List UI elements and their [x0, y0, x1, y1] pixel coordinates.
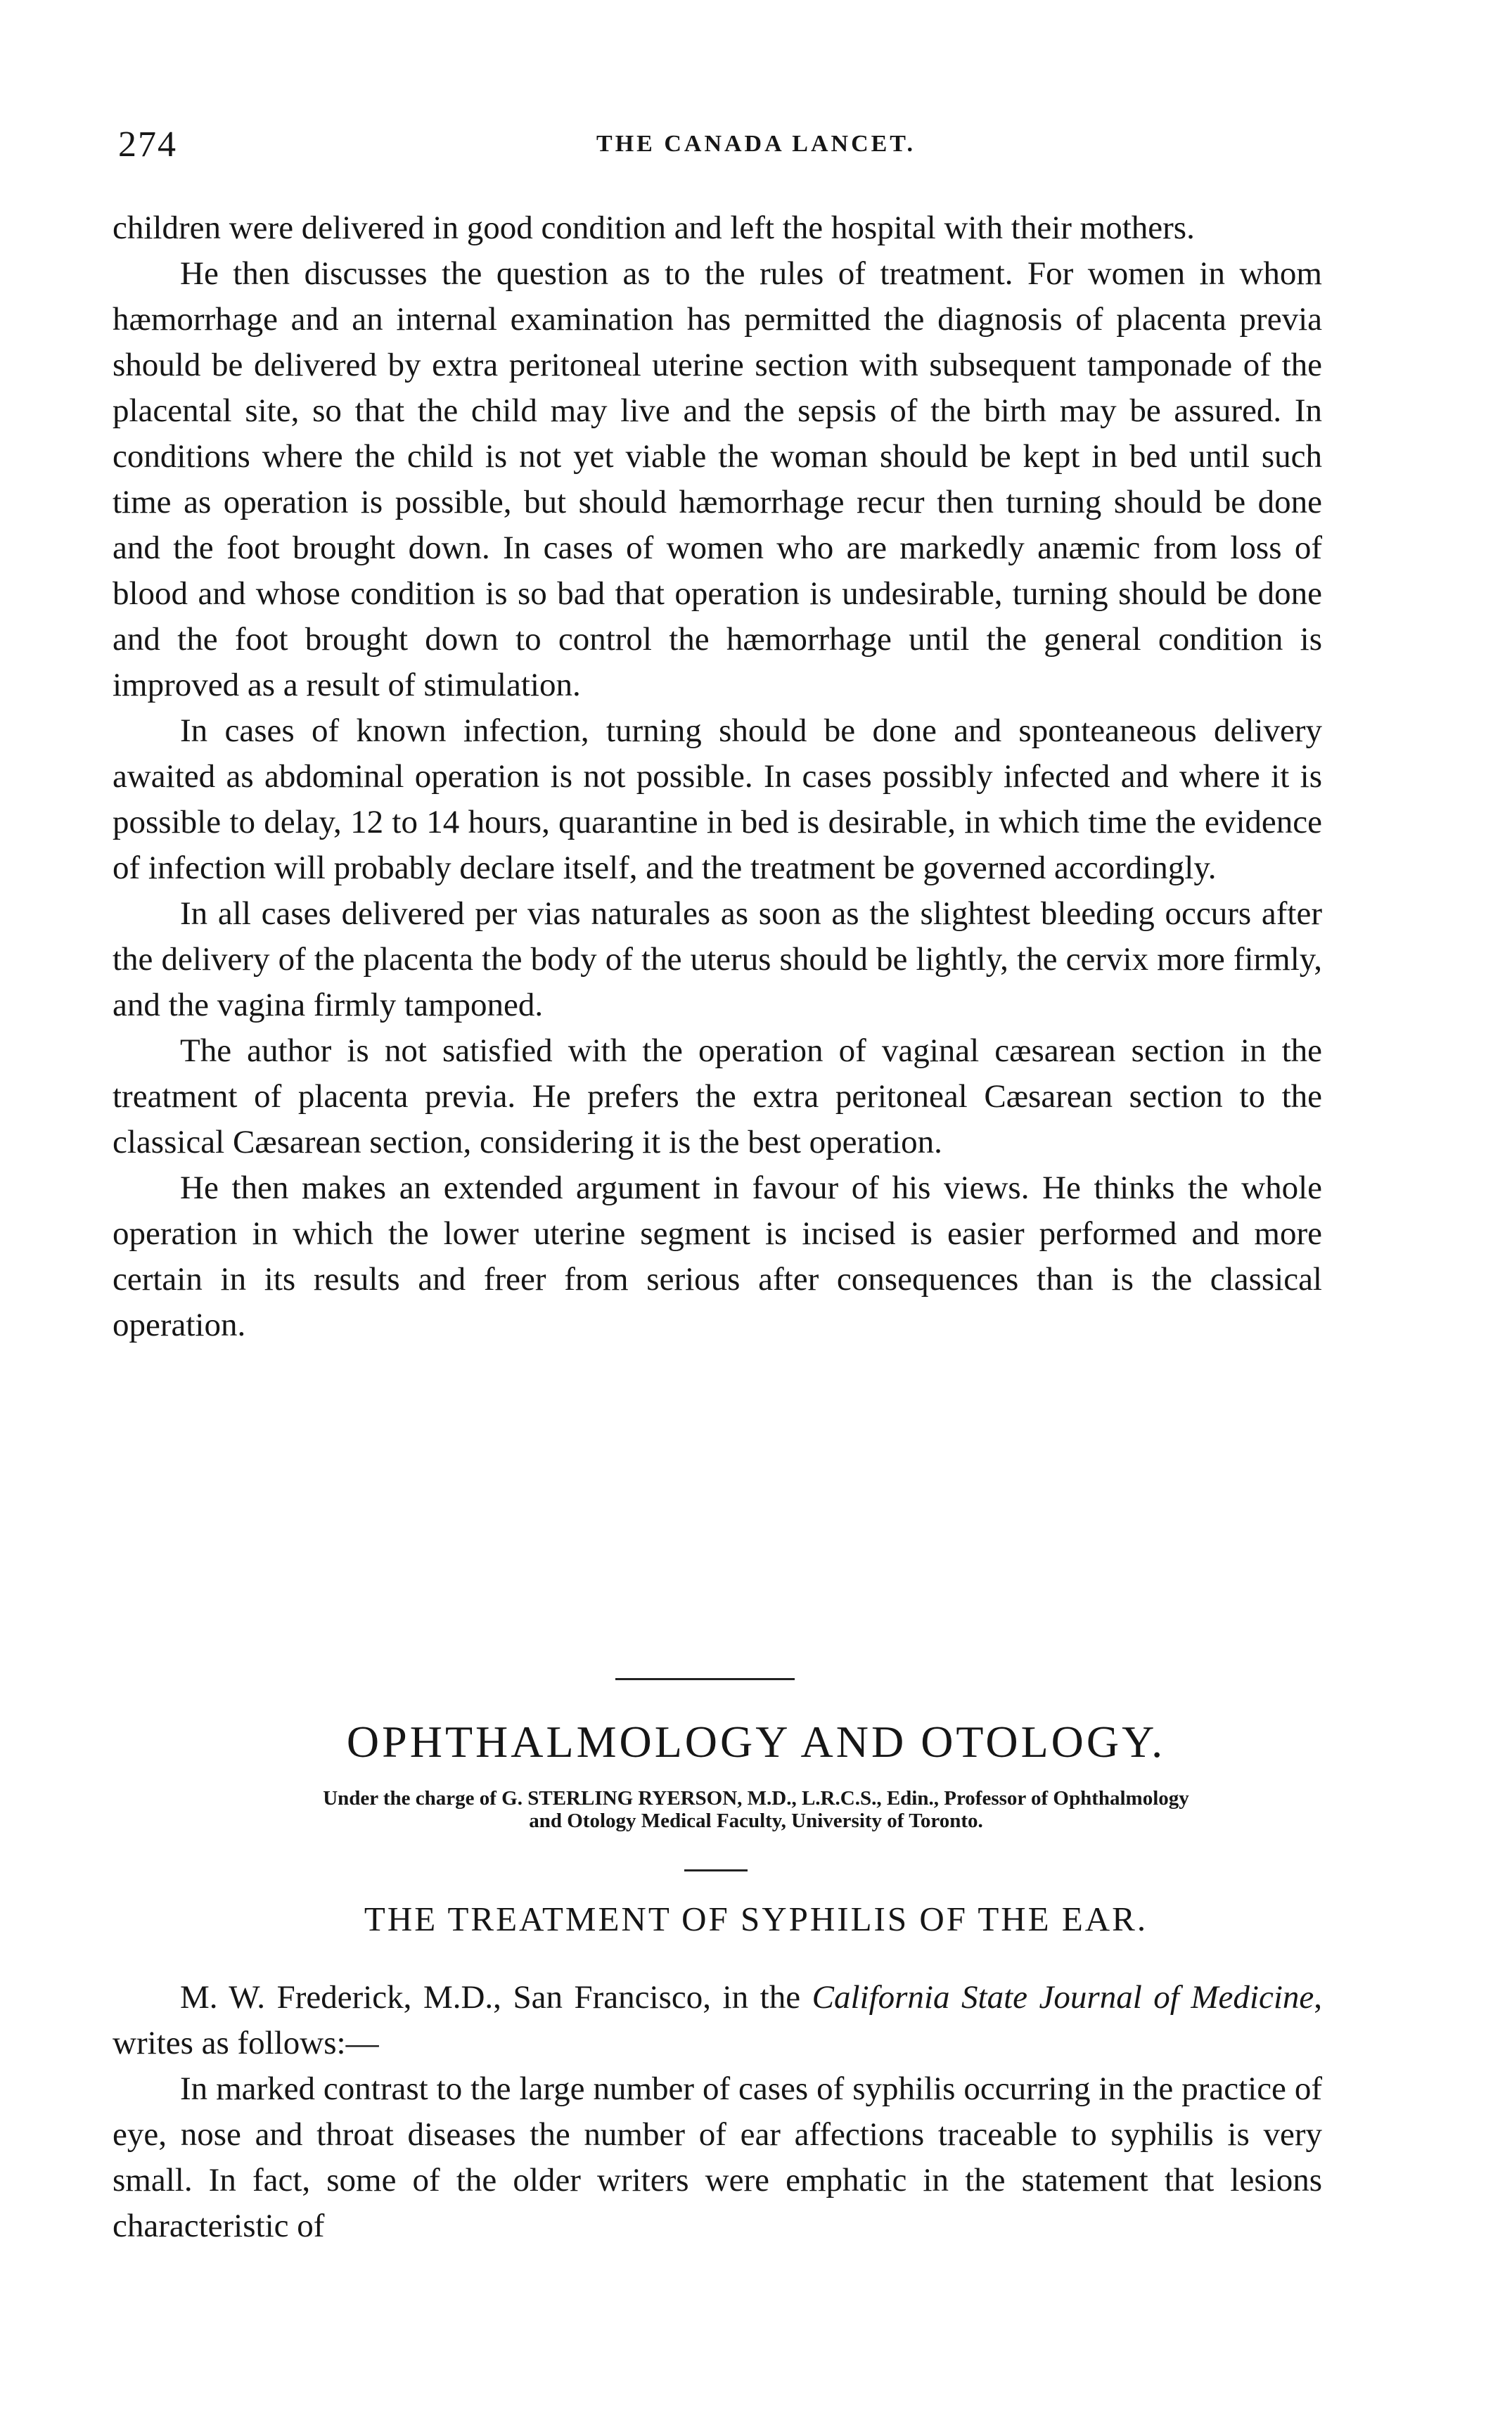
- article-intro: [113, 1975, 1322, 2066]
- section-divider: [615, 1678, 795, 1680]
- intro-end: , writes as follows:—: [113, 1979, 1322, 2061]
- byline-line: and Otology Medical Faculty, University of Toronto.: [529, 1810, 983, 1832]
- article-text: [113, 1975, 1322, 2249]
- section-title: OPHTHALMOLOGY AND OTOLOGY.: [346, 1717, 1166, 1767]
- journal-name: California State Journal of Medicine: [812, 1979, 1314, 2016]
- paragraph: He then discusses the question as to the rules of treatment. For women in whom hæmorrhage and an internal examination has permitted the diagnosis of placenta previa should be delivered by extra peritoneal uterine section with subsequent tamponade of the placental site, so that the child may live and the sepsis of the birth may be assured. In conditions where the child is not yet viable the woman should be kept in bed until such time as operation is possible, but should hæmorrhage recur then turning should be done and the foot brought down. In cases of women who are markedly anæmic from loss of blood and whose condition is so bad that operation is undesirable, turning should be done and the foot brought down to control the hæmorrhage until the general condition is improved as a result of stimulation.: [113, 255, 1322, 703]
- article-title: THE TREATMENT OF SYPHILIS OF THE EAR.: [364, 1900, 1148, 1938]
- section-byline: [0, 1787, 1512, 1832]
- page-number: 274: [118, 124, 177, 165]
- paragraph: children were delivered in good condition and left the hospital with their mothers.: [113, 210, 1195, 246]
- paragraph: In cases of known infection, turning should be done and sponteaneous delivery awaited as abdominal operation is not possible. In cases possibly infected and where it is possible to delay, 12 to 14 hours, quarantine in bed is desirable, in which time the evidence of infection will probably declare itself, and the treatment be governed accordingly.: [113, 712, 1322, 886]
- paragraph: In all cases delivered per vias naturales as soon as the slightest bleeding occurs after the delivery of the placenta the body of the uterus should be lightly, the cervix more firmly, and the vagina firmly tamponed.: [113, 895, 1322, 1023]
- intro-author: M. W. Frederick, M.D., San Francisco, in the: [180, 1979, 812, 2016]
- short-divider: [684, 1869, 748, 1871]
- paragraph: He then makes an extended argument in favour of his views. He thinks the whole operation in which the lower uterine segment is incised is easier performed and more certain in its results and freer from serious after consequences than is the classical operation.: [113, 1170, 1322, 1343]
- byline-line: Under the charge of G. STERLING RYERSON, M.D., L.R.C.S., Edin., Professor of Ophthalmology: [323, 1787, 1189, 1810]
- running-title: THE CANADA LANCET.: [596, 131, 916, 157]
- article-body: [113, 205, 1322, 1348]
- paragraph: In marked contrast to the large number of cases of syphilis occurring in the practice of eye, nose and throat diseases the number of ear affections traceable to syphilis is very small. In fact, some of the older writers were emphatic in the statement that lesions characteristic of: [113, 2070, 1322, 2244]
- paragraph: The author is not satisfied with the operation of vaginal cæsarean section in the treatment of placenta previa. He prefers the extra peritoneal Cæsarean section to the classical Cæsarean section, considering it is the best operation.: [113, 1032, 1322, 1160]
